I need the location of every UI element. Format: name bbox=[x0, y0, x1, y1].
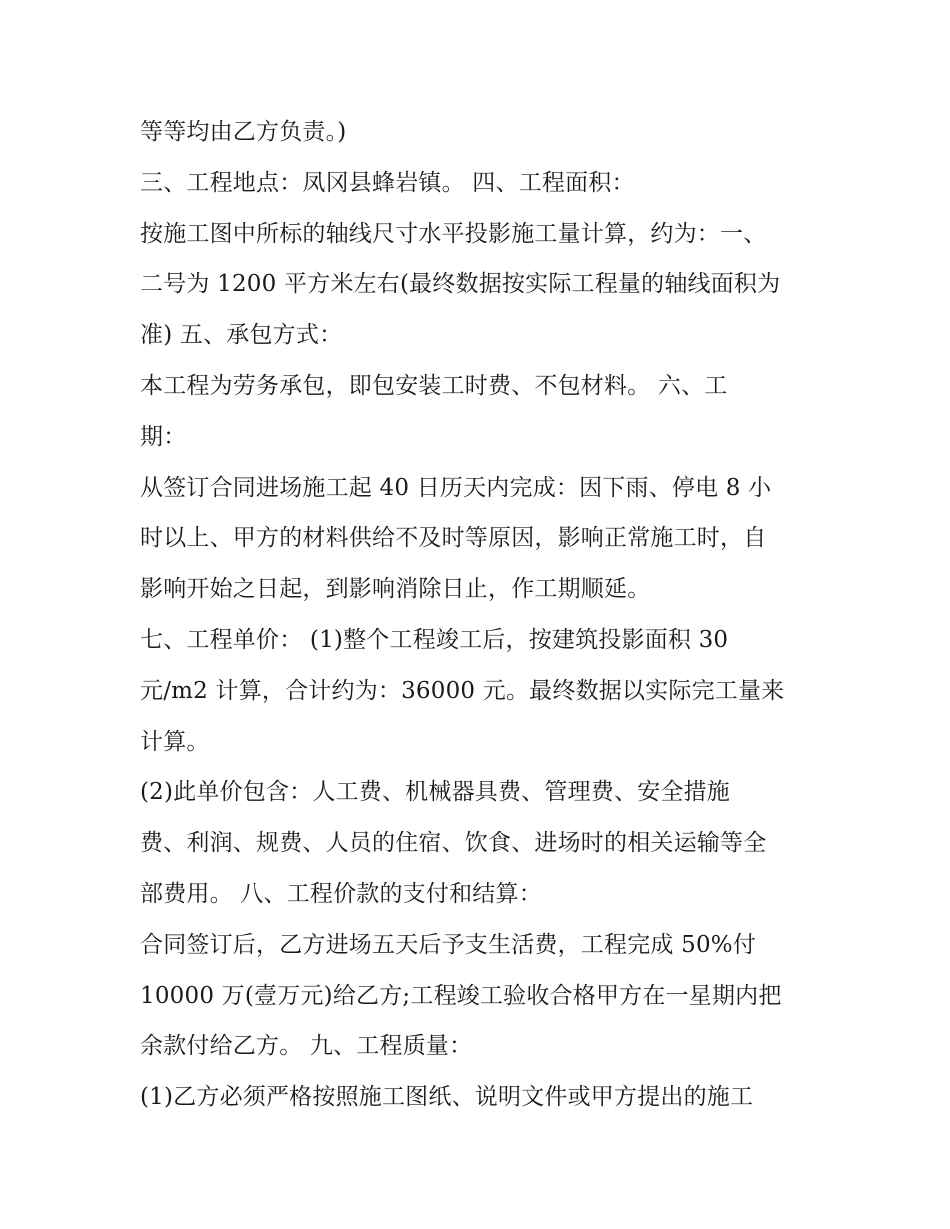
text-line: 元/m2 计算，合计约为：36000 元。最终数据以实际完工量来 bbox=[140, 677, 785, 704]
text-line: 按施工图中所标的轴线尺寸水平投影施工量计算，约为：一、 bbox=[140, 220, 767, 247]
text-line: (1)乙方必须严格按照施工图纸、说明文件或甲方提出的施工 bbox=[140, 1084, 754, 1111]
text-line: (2)此单价包含：人工费、机械器具费、管理费、安全措施 bbox=[140, 779, 730, 806]
text-line: 部费用。 八、工程价款的支付和结算： bbox=[140, 880, 542, 907]
text-line: 准) 五、承包方式： bbox=[140, 322, 343, 349]
text-line: 七、工程单价： (1)整个工程竣工后，按建筑投影面积 30 bbox=[140, 626, 729, 653]
text-line: 10000 万(壹万元)给乙方;工程竣工验收合格甲方在一星期内把 bbox=[140, 982, 782, 1009]
text-line: 等等均由乙方负责。) bbox=[140, 119, 347, 145]
text-line: 本工程为劳务承包，即包安装工时费、不包材料。 六、工 bbox=[140, 372, 728, 399]
text-line: 费、利润、规费、人员的住宿、饮食、进场时的相关运输等全 bbox=[140, 830, 767, 857]
contract-text-block bbox=[140, 107, 820, 1123]
text-line: 二号为 1200 平方米左右(最终数据按实际工程量的轴线面积为 bbox=[140, 271, 781, 298]
text-line: 影响开始之日起，到影响消除日止，作工期顺延。 bbox=[140, 576, 651, 603]
text-line: 计算。 bbox=[140, 728, 210, 755]
text-line: 从签订合同进场施工起 40 日历天内完成：因下雨、停电 8 小 bbox=[140, 474, 772, 501]
text-line: 期： bbox=[140, 423, 187, 450]
text-line: 时以上、甲方的材料供给不及时等原因，影响正常施工时，自 bbox=[140, 525, 767, 552]
text-line: 合同签订后，乙方进场五天后予支生活费，工程完成 50%付 bbox=[140, 931, 757, 958]
text-line: 三、工程地点：凤冈县蜂岩镇。 四、工程面积： bbox=[140, 169, 635, 196]
text-line: 余款付给乙方。 九、工程质量： bbox=[140, 1033, 473, 1060]
